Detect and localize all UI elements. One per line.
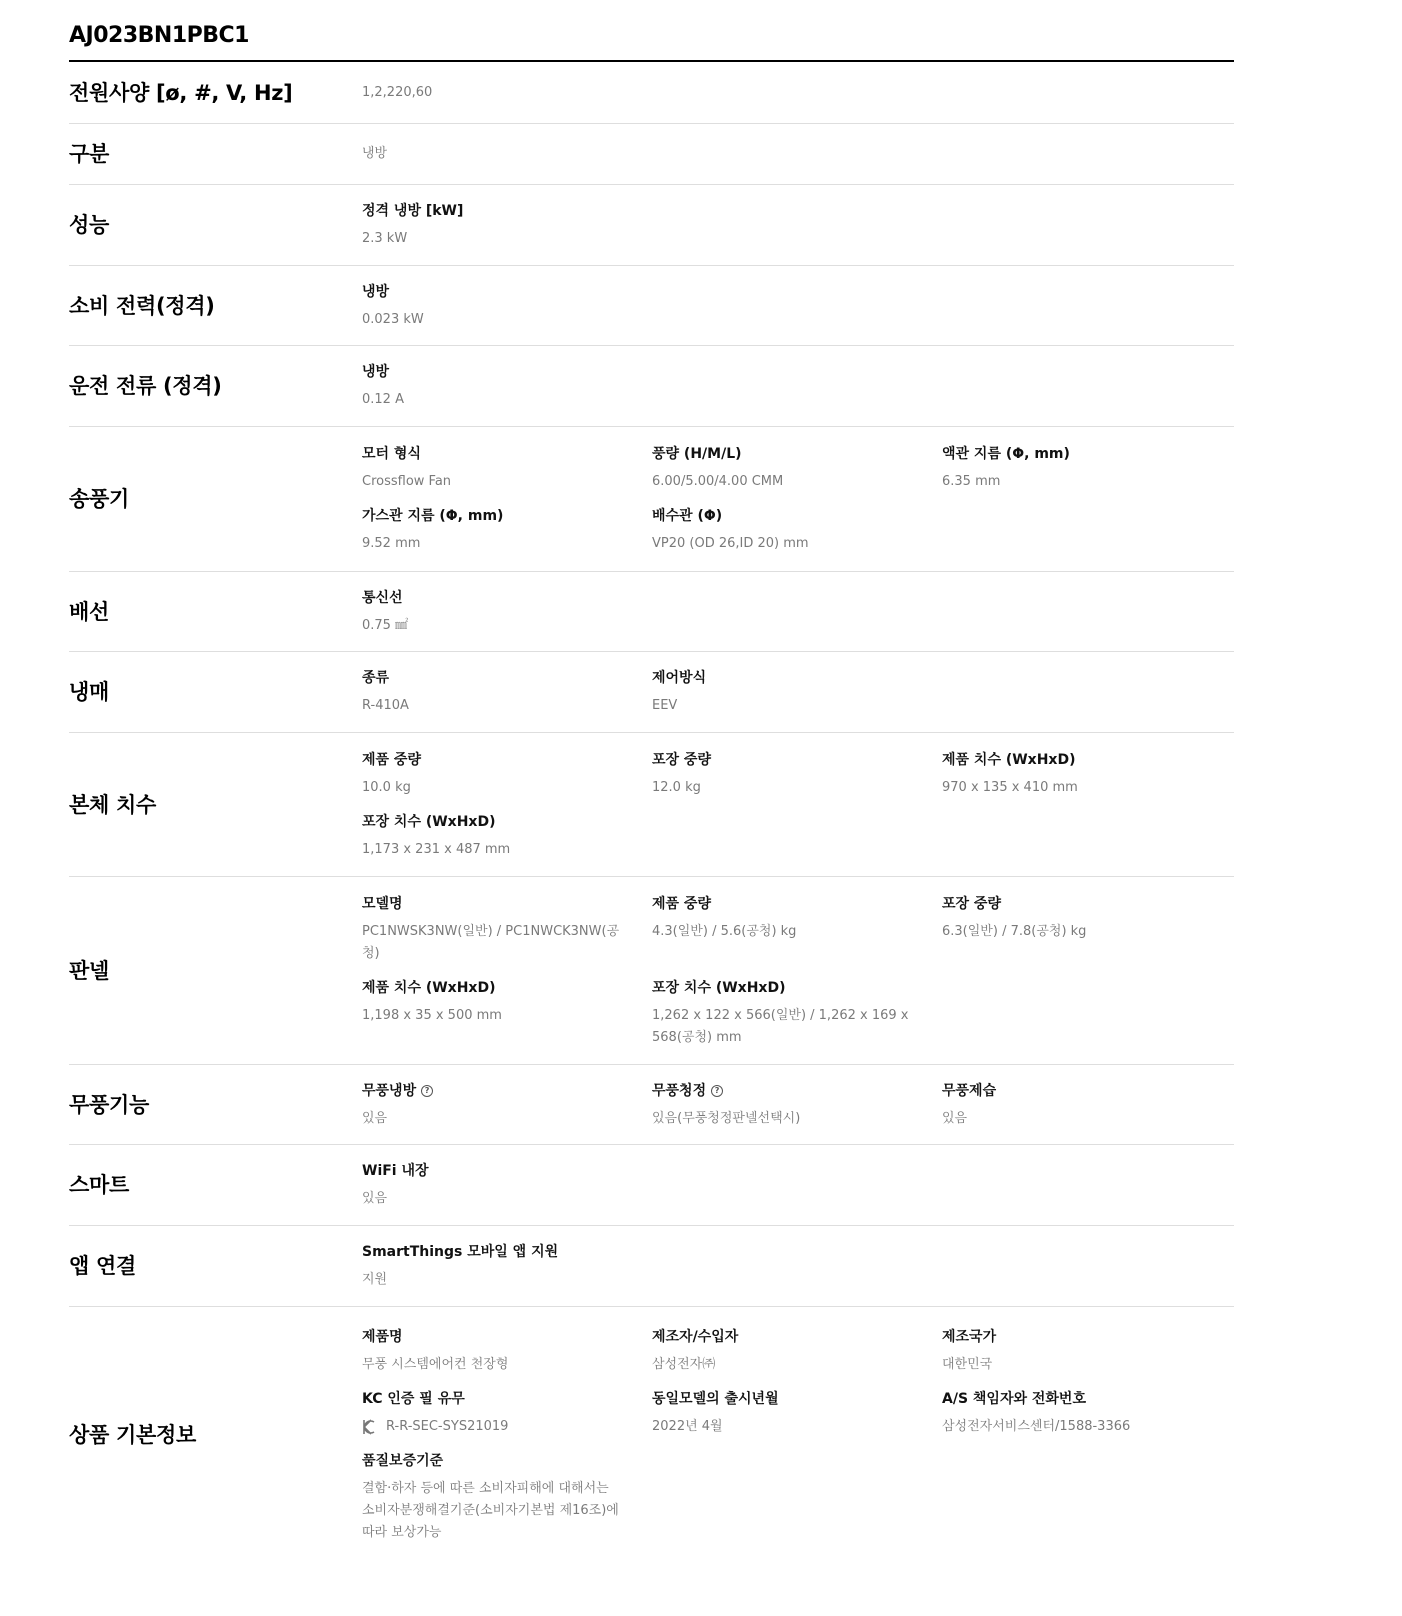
spec-item-label-text: 무풍제습 (942, 1082, 997, 1099)
spec-item (652, 1326, 942, 1376)
spec-row-body (362, 1241, 1234, 1291)
spec-row-body (362, 1160, 1234, 1210)
kc-certification-mark-icon (362, 1419, 376, 1435)
spec-item-label (942, 893, 1232, 915)
spec-item-value (362, 1416, 652, 1438)
spec-item-value: 1,173 x 231 x 487 mm (362, 841, 511, 857)
spec-item-label-text: 무풍냉방 (362, 1082, 417, 1099)
spec-item (362, 893, 652, 965)
spec-item (362, 200, 652, 250)
spec-item-label-text: 냉방 (362, 364, 390, 380)
spec-item-label (362, 1388, 652, 1410)
spec-row (69, 652, 1234, 733)
spec-item-label (652, 1080, 942, 1102)
spec-item-label (652, 667, 942, 689)
spec-row-title: 구분 (69, 142, 109, 166)
spec-item-value: 9.52 mm (362, 536, 421, 551)
spec-item-label (362, 505, 652, 527)
spec-row-body (362, 200, 1234, 250)
spec-item-value: PC1NWSK3NW(일반) / PC1NWCK3NW(공청) (362, 923, 620, 961)
spec-item-label-text: 제조자/수입자 (652, 1328, 739, 1345)
spec-item-label-text: 제품 치수 (WxHxD) (362, 979, 496, 996)
spec-row-title: 운전 전류 (정격) (69, 374, 222, 398)
spec-item-value: 있음(무풍청정판넬선택시) (652, 1110, 801, 1126)
spec-item-label-text: 제조국가 (942, 1328, 997, 1345)
spec-item-value: R-410A (362, 698, 409, 713)
spec-item-label (652, 977, 942, 999)
spec-item (362, 1450, 652, 1544)
spec-row (69, 427, 1234, 572)
spec-item (362, 281, 652, 331)
spec-item-label (362, 587, 652, 609)
spec-row-title: 앱 연결 (69, 1254, 136, 1278)
spec-item (942, 443, 1232, 505)
spec-row-body (362, 361, 1234, 411)
spec-item-label (362, 667, 652, 689)
spec-item-label (362, 1241, 652, 1263)
spec-item-label (362, 281, 652, 303)
spec-item-label (362, 200, 652, 222)
spec-row-body (362, 893, 1234, 1049)
spec-item (362, 1241, 652, 1291)
spec-item (362, 1080, 652, 1130)
spec-item-label (942, 1326, 1232, 1348)
spec-row (69, 266, 1234, 346)
spec-item-label (362, 361, 652, 383)
spec-row-body (362, 587, 1234, 637)
spec-item-value: EEV (652, 698, 678, 713)
spec-item-label (362, 1326, 652, 1348)
spec-item-label (362, 893, 652, 915)
spec-row-title: 무풍기능 (69, 1092, 149, 1117)
spec-item-label (652, 505, 942, 527)
spec-item-value: 2022년 4월 (652, 1418, 723, 1434)
spec-item-value: 4.3(일반) / 5.6(공청) kg (652, 923, 797, 939)
spec-item-label-text: 무풍청정 (652, 1082, 707, 1099)
question-circle-icon[interactable]: ? (421, 1085, 433, 1097)
spec-item-label-text: 제품 치수 (WxHxD) (942, 751, 1076, 768)
spec-item (362, 1326, 652, 1376)
spec-item-value: 12.0 kg (652, 779, 701, 795)
spec-item-label-text: 통신선 (362, 589, 403, 606)
spec-item-value: 2.3 kW (362, 231, 408, 246)
spec-value: 냉방 (362, 146, 388, 161)
spec-item-value: 있음 (362, 1110, 388, 1126)
spec-item-label (942, 1080, 1232, 1102)
spec-item-label-text: 정격 냉방 [kW] (362, 203, 464, 219)
spec-row-title: 냉매 (69, 680, 109, 704)
spec-item-value: 지원 (362, 1272, 388, 1287)
spec-row-body (362, 1080, 1234, 1130)
spec-item-value: 삼성전자서비스센터/1588-3366 (942, 1418, 1131, 1434)
spec-item (362, 443, 652, 493)
spec-item-label-text: 포장 중량 (942, 895, 1001, 912)
spec-item (942, 893, 1232, 977)
spec-item (652, 977, 942, 1049)
spec-item (652, 505, 942, 555)
spec-item-label-text: 풍량 (H/M/L) (652, 446, 742, 462)
spec-item-value: 6.00/5.00/4.00 CMM (652, 474, 784, 489)
spec-item (652, 893, 942, 965)
spec-row-title: 성능 (69, 213, 109, 237)
spec-item-value: 6.35 mm (942, 474, 1001, 489)
question-circle-icon[interactable]: ? (711, 1085, 723, 1097)
spec-item-label (362, 811, 652, 833)
spec-item (942, 1080, 1232, 1130)
spec-item-label (362, 749, 652, 771)
kc-cert-number: R-R-SEC-SYS21019 (386, 1418, 509, 1434)
spec-row-body (362, 82, 1234, 104)
spec-item (652, 443, 942, 493)
spec-item-label-text: 제품 중량 (362, 751, 421, 768)
spec-item-label-text: 제품 중량 (652, 895, 711, 912)
spec-item-label-text: 포장 치수 (WxHxD) (652, 979, 786, 996)
spec-item-value: 10.0 kg (362, 779, 411, 795)
spec-row-body (362, 749, 1234, 861)
spec-item (942, 1326, 1232, 1376)
spec-item-value: 1,262 x 122 x 566(일반) / 1,262 x 169 x 568(공청) mm (652, 1007, 909, 1045)
spec-item-label (362, 977, 652, 999)
model-header (69, 0, 1234, 62)
spec-row (69, 1226, 1234, 1307)
spec-item (652, 1388, 942, 1450)
spec-item-label (362, 1160, 652, 1182)
spec-item-label-text: 배수관 (Φ) (652, 508, 723, 524)
spec-item-value: 0.75 ㎟ (362, 617, 409, 633)
spec-row-title: 배선 (69, 599, 109, 624)
spec-item-label (652, 443, 942, 465)
spec-row-title: 본체 치수 (69, 792, 156, 817)
spec-item-value: 무풍 시스템에어컨 천장형 (362, 1356, 509, 1372)
spec-row-title: 상품 기본정보 (69, 1422, 196, 1447)
spec-row (69, 62, 1234, 124)
spec-item-value: 0.023 kW (362, 311, 424, 327)
spec-row (69, 346, 1234, 427)
spec-item-label-text: 제어방식 (652, 670, 707, 686)
spec-item (942, 1388, 1232, 1450)
spec-item-label-text: 동일모델의 출시년월 (652, 1390, 779, 1407)
spec-row-title: 송풍기 (69, 487, 129, 511)
spec-item-value: 6.3(일반) / 7.8(공청) kg (942, 923, 1087, 939)
spec-item-value: 0.12 A (362, 392, 404, 407)
spec-item (362, 1160, 652, 1210)
spec-row-body (362, 1326, 1234, 1544)
spec-row-title: 스마트 (69, 1173, 129, 1197)
spec-item-label-text: 가스관 지름 (Φ, mm) (362, 508, 504, 524)
spec-item-value: 삼성전자㈜ (652, 1356, 716, 1372)
spec-item (362, 977, 652, 1049)
spec-row (69, 1145, 1234, 1226)
spec-item-label (362, 1080, 652, 1102)
spec-item (362, 505, 652, 555)
spec-row-title: 전원사양 [ø, #, V, Hz] (69, 80, 293, 105)
spec-item-label (362, 443, 652, 465)
spec-item (652, 749, 942, 811)
spec-item-value: 결함·하자 등에 따른 소비자피해에 대해서는 소비자분쟁해결기준(소비자기본법 제16조)에 따라 보상가능 (362, 1480, 619, 1540)
spec-row-body (362, 143, 1234, 165)
spec-item-label-text: 포장 중량 (652, 751, 711, 768)
spec-item-value: Crossflow Fan (362, 474, 452, 489)
spec-row-body (362, 443, 1234, 555)
spec-item (362, 1388, 652, 1438)
spec-item-label-text: KC 인증 필 유무 (362, 1390, 465, 1407)
spec-item-label (652, 1326, 942, 1348)
spec-item-label-text: 품질보증기준 (362, 1452, 444, 1469)
spec-item-label-text: 종류 (362, 670, 390, 686)
spec-value: 1,2,220,60 (362, 84, 433, 100)
spec-item-value: 있음 (942, 1110, 968, 1126)
spec-row (69, 1065, 1234, 1145)
spec-item (652, 667, 942, 717)
spec-item-value: VP20 (OD 26,ID 20) mm (652, 536, 809, 551)
spec-item-label (942, 1388, 1232, 1410)
spec-item-label (652, 893, 942, 915)
spec-row (69, 124, 1234, 185)
spec-row-body (362, 667, 1234, 717)
spec-item-label (652, 1388, 942, 1410)
spec-row (69, 877, 1234, 1065)
spec-row (69, 185, 1234, 266)
spec-item (362, 361, 652, 411)
spec-item-label (362, 1450, 652, 1472)
spec-item-label-text: 액관 지름 (Φ, mm) (942, 446, 1070, 462)
spec-item-label-text: 모터 형식 (362, 446, 421, 462)
model-title: AJ023BN1PBC1 (69, 23, 249, 48)
spec-item-value: 대한민국 (942, 1356, 993, 1372)
spec-row-title: 소비 전력(정격) (69, 293, 215, 318)
spec-item (362, 587, 652, 637)
spec-item-value: 970 x 135 x 410 mm (942, 779, 1078, 795)
spec-item-value: 있음 (362, 1191, 388, 1206)
spec-item-label-text: A/S 책임자와 전화번호 (942, 1390, 1086, 1407)
spec-item-label-text: WiFi 내장 (362, 1163, 429, 1179)
spec-item-label-text: 냉방 (362, 283, 390, 300)
spec-item-label-text: 포장 치수 (WxHxD) (362, 813, 496, 830)
spec-row (69, 572, 1234, 652)
spec-item-label-text: 모델명 (362, 895, 403, 912)
spec-row-body (362, 281, 1234, 331)
spec-item-label (942, 443, 1232, 465)
spec-row (69, 733, 1234, 877)
spec-item (362, 811, 652, 861)
spec-item (942, 749, 1232, 811)
spec-item (362, 749, 652, 799)
spec-row (69, 1307, 1234, 1562)
spec-item-label-text: SmartThings 모바일 앱 지원 (362, 1244, 559, 1260)
spec-table (69, 62, 1402, 1562)
spec-item-label (652, 749, 942, 771)
spec-row-title: 판넬 (69, 958, 109, 983)
spec-item-label (942, 749, 1232, 771)
spec-item (362, 667, 652, 717)
spec-item-label-text: 제품명 (362, 1328, 403, 1345)
spec-item (652, 1080, 942, 1130)
spec-item-value: 1,198 x 35 x 500 mm (362, 1007, 502, 1023)
